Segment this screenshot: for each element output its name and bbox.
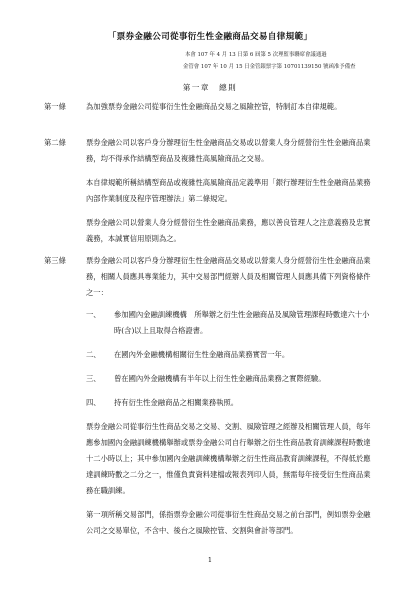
fsc-approval-note: 金管會 107 年 10 月 15 日金管銀票字第 10701139150 號函准予備查 [183,64,356,70]
page-number: 1 [207,556,213,564]
chapter-heading: 第一章 總則 [182,83,238,92]
document-title: 「票券金融公司從事衍生性金融商品交易自律規範」 [107,32,313,42]
item-text: 曾在國內外金融機構有半年以上衍生性金融商品業務之實際經驗。 [114,374,326,383]
item-number: 三、 [86,374,101,383]
item-text: 在國內外金融機構相關衍生性金融商品業務實習一年。 [114,350,290,359]
article-label: 第三條 [44,256,66,265]
list-item [86,347,376,363]
item-number: 一、 [86,310,101,319]
article-paragraph: 第一項所稱交易部門，係指票券金融公司從事衍生性商品交易之前台部門，例如票券金融公司之交易單位，不含中、後台之風險控管、交割與會計等部門。 [86,510,371,535]
item-text: 持有衍生性金融商品之相關業務執照。 [114,398,239,407]
article-1 [44,99,384,139]
list-item [86,371,376,387]
article-2 [44,135,384,255]
article-paragraph: 票券金融公司從事衍生性商品交易之交易、交割、風險管理之經辦及相關管理人員，每年應參加國內金融訓練機構舉辦或票券金融公司自行舉辦之衍生性商品教育訓練課程時數達十二小時以上；其中參加國內金融訓練機構舉辦之衍生性商品教育訓練課程，不得低於應達訓練時數之二分之一，惟僅負責資料建檔或報表列印人員，無需每年接受衍生性商品業務在職訓練。 [86,422,371,495]
item-number: 四、 [86,398,101,407]
item-number: 二、 [86,350,101,359]
article-paragraph: 為加強票券金融公司從事衍生性金融商品交易之風險控管，特制訂本自律規範。 [86,102,342,111]
article-paragraph: 票券金融公司以營業人身分經營衍生性金融商品業務，應以善良管理人之注意義務及忠實義務，本誠實信用原則為之。 [86,218,371,243]
item-text: 參加國內金融訓練機構 所舉辦之衍生性金融商品及風險管理課程時數達六十小時(含)以上且取得合格證書。 [114,310,370,335]
article-intro: 票券金融公司以客戶身分辦理衍生性金融商品交易或以營業人身分經營衍生性金融商品業務，相關人員應具專業能力，其中交易部門經辦人員及相關管理人員應具備下列資格條件之一： [86,256,371,297]
article-label: 第一條 [44,102,66,111]
article-paragraph: 票券金融公司以客戶身分辦理衍生性金融商品交易或以營業人身分經營衍生性金融商品業務，均不得承作結構型商品及複雜性高風險商品之交易。 [86,138,371,163]
article-3 [44,253,384,553]
approval-note: 本會 107 年 4 月 13 日第 6 屆第 5 次理監事聯席會議通過 [185,52,327,58]
article-paragraph: 本自律規範所稱結構型商品或複雜性高風險商品定義準用「銀行辦理衍生性金融商品業務內部作業制度及程序管理辦法」第二條規定。 [86,178,371,203]
article-label: 第二條 [44,138,66,147]
list-item [86,395,376,411]
list-item [86,307,376,339]
qualification-list [86,307,376,411]
